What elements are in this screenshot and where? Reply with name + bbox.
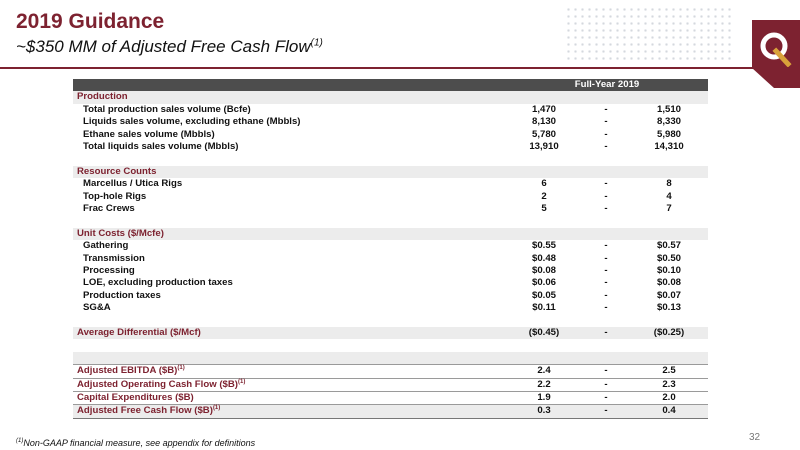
title-rule (0, 67, 800, 69)
value-high: 8 (666, 178, 672, 190)
section-heading: Production (73, 91, 708, 103)
table-row (73, 178, 708, 190)
row-label: Top-hole Rigs (83, 190, 147, 202)
financial-row-adjusted-ebitda (73, 365, 708, 378)
range-sep: - (604, 141, 608, 153)
range-sep: - (582, 365, 630, 378)
range-sep: - (604, 289, 608, 301)
range-sep: - (604, 302, 608, 314)
range-sep: - (604, 178, 608, 190)
range-sep: - (582, 327, 630, 339)
value-low: 13,910 (529, 141, 559, 153)
subtitle-text: ~$350 MM of Adjusted Free Cash Flow (16, 37, 311, 56)
row-label: Capital Expenditures ($B) (73, 392, 506, 405)
value-low: $0.11 (532, 302, 556, 314)
row-label: Frac Crews (83, 203, 135, 215)
range-sep: - (604, 203, 608, 215)
row-label: Liquids sales volume, excluding ethane (Mbbls) (83, 116, 301, 128)
table-row (73, 265, 708, 277)
section-header-production (73, 91, 708, 103)
value-high: 2.3 (630, 378, 708, 391)
value-high: $0.50 (656, 252, 681, 264)
value-low: $0.08 (531, 265, 556, 277)
avg-differential-row (73, 327, 708, 339)
value-low: $0.06 (531, 277, 556, 289)
range-sep: - (604, 128, 608, 140)
table-row (73, 141, 708, 153)
section-heading: Unit Costs ($/Mcfe) (73, 228, 708, 240)
value-low: 2.4 (506, 365, 582, 378)
value-high: 14,310 (654, 141, 684, 153)
footnote-mark: (1) (16, 438, 24, 444)
table-row (73, 290, 708, 302)
table-row (73, 240, 708, 252)
spacer-row (73, 339, 708, 351)
page-number: 32 (749, 432, 761, 443)
table-row (73, 104, 708, 116)
value-low: 2 (541, 190, 547, 202)
row-label: Ethane sales volume (Mbbls) (83, 128, 215, 140)
row-label: Marcellus / Utica Rigs (83, 178, 183, 190)
row-label: Processing (83, 265, 135, 277)
value-low: 5 (541, 203, 547, 215)
dot-pattern-decoration (565, 6, 735, 61)
range-sep: - (604, 190, 608, 202)
value-high: 2.5 (630, 365, 708, 378)
value-low: 6 (541, 178, 547, 190)
value-high: $0.57 (656, 240, 681, 252)
value-high: 4 (666, 190, 672, 202)
value-high: $0.10 (656, 265, 681, 277)
row-label: Transmission (83, 252, 145, 264)
table-row (73, 116, 708, 128)
value-low: 2.2 (506, 378, 582, 391)
row-label: Average Differential ($/Mcf) (73, 327, 506, 339)
range-sep: - (604, 240, 608, 252)
table-row (73, 302, 708, 314)
slide-title: 2019 Guidance (16, 10, 165, 33)
row-label: Adjusted Free Cash Flow ($B)$^{(1)}$ (73, 405, 506, 418)
range-sep: - (604, 116, 608, 128)
value-low: 1,470 (531, 103, 556, 115)
row-label: SG&A (83, 302, 111, 314)
range-sep: - (604, 277, 608, 289)
value-high: $0.07 (656, 289, 681, 301)
row-label: Gathering (83, 240, 129, 252)
value-low: $0.48 (531, 252, 556, 264)
range-sep: - (582, 378, 630, 391)
value-high: 8,330 (656, 116, 681, 128)
spacer-row (73, 153, 708, 165)
footnote-text: Non-GAAP financial measure, see appendix for definitions (23, 438, 256, 448)
section-heading: Resource Counts (73, 166, 708, 178)
range-sep: - (582, 392, 630, 405)
value-low: 0.3 (506, 405, 582, 418)
spacer-row (73, 315, 708, 327)
value-high: 1,510 (656, 103, 681, 115)
footnote (16, 438, 255, 448)
value-low: $0.55 (531, 240, 556, 252)
spacer-row-shaded (73, 352, 708, 365)
value-low: 8,130 (531, 116, 556, 128)
q-logo-icon (752, 20, 800, 88)
slide-subtitle (16, 37, 323, 57)
value-high: 5,980 (656, 128, 681, 140)
value-low: ($0.45) (506, 327, 582, 339)
row-label: LOE, excluding production taxes (83, 277, 233, 289)
table-row (73, 129, 708, 141)
value-high: ($0.25) (630, 327, 708, 339)
guidance-table (73, 79, 708, 419)
financial-row-adjusted-fcf (73, 405, 708, 418)
value-low: 1.9 (506, 392, 582, 405)
range-sep: - (604, 265, 608, 277)
value-high: 0.4 (630, 405, 708, 418)
value-high: 2.0 (630, 392, 708, 405)
row-label: Production taxes (83, 289, 161, 301)
row-label: Adjusted Operating Cash Flow ($B)$^{(1)}$ (73, 378, 506, 391)
value-low: 5,780 (531, 128, 556, 140)
subtitle-footnote-mark: (1) (310, 37, 323, 49)
value-low: $0.05 (531, 289, 556, 301)
table-row (73, 253, 708, 265)
table-row (73, 203, 708, 215)
column-header-full-year: Full-Year 2019 (506, 79, 708, 91)
section-header-resource-counts (73, 166, 708, 178)
value-high: 7 (666, 203, 672, 215)
range-sep: - (604, 103, 608, 115)
financial-row-capex (73, 392, 708, 405)
table-header-row (73, 79, 708, 91)
section-header-unit-costs (73, 228, 708, 240)
table-row (73, 191, 708, 203)
table-row (73, 277, 708, 289)
value-high: $0.13 (656, 302, 681, 314)
range-sep: - (604, 252, 608, 264)
financial-row-adjusted-ocf (73, 378, 708, 391)
row-label: Adjusted EBITDA ($B)$^{(1)}$ (73, 365, 506, 378)
value-high: $0.08 (656, 277, 681, 289)
spacer-row (73, 215, 708, 227)
row-label: Total liquids sales volume (Mbbls) (83, 141, 239, 153)
row-label: Total production sales volume (Bcfe) (83, 103, 251, 115)
range-sep: - (582, 405, 630, 418)
